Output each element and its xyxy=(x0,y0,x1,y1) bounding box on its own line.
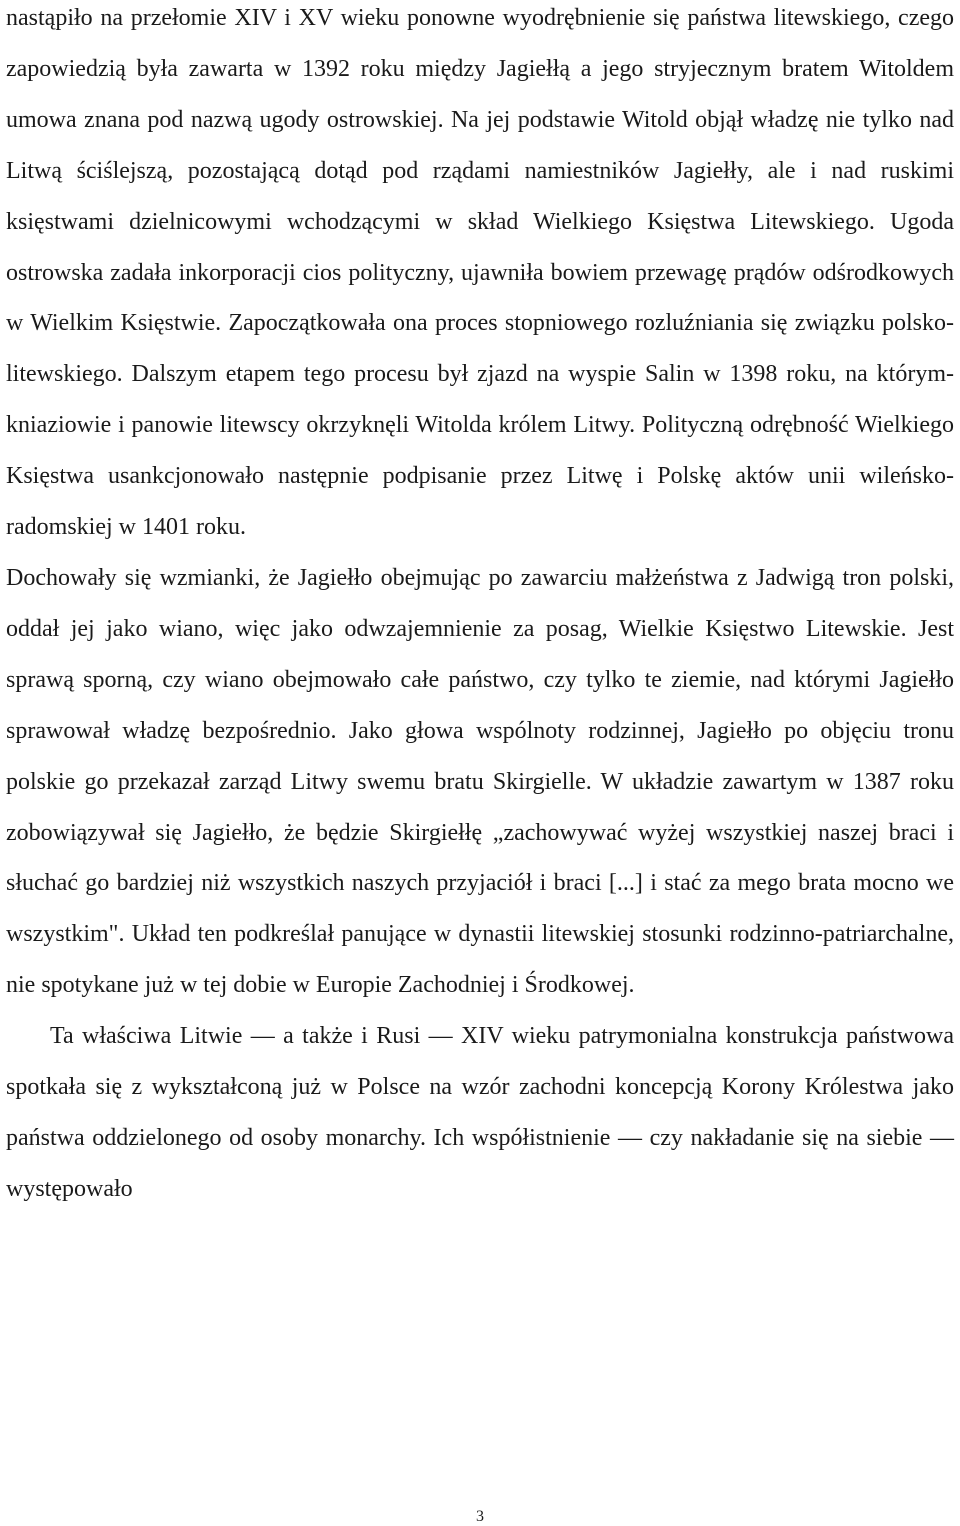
page-number: 3 xyxy=(476,1508,484,1525)
document-page xyxy=(6,0,954,1215)
paragraph-ostrowska: nastąpiło na przełomie XIV i XV wieku ponowne wyodrębnienie się państwa litewskiego, czego zapowiedzią była zawarta w 1392 roku między Jagiełłą a jego stryjecznym bratem Witoldem umowa znana pod nazwą ugody ostrowskiej. Na jej podstawie Witold objął władzę nie tylko nad Litwą ściślejszą, pozostającą dotąd pod rządami namiestników Jagiełły, ale i nad ruskimi księstwami dzielnicowymi wchodzącymi w skład Wielkiego Księstwa Litewskiego. Ugoda ostrowska zadała inkorporacji cios polityczny, ujawniła bowiem przewagę prądów odśrodkowych w Wielkim Księstwie. Zapoczątkowała ona proces stopniowego rozluźniania się związku polsko-litewskiego. Dalszym etapem tego procesu był zjazd na wyspie Salin w 1398 roku, na którym- kniaziowie i panowie litewscy okrzyknęli Witolda królem Litwy. Polityczną odrębność Wielkiego Księstwa usankcjonowało następnie podpisanie przez Litwę i Polskę aktów unii wileńsko-radomskiej w 1401 roku. xyxy=(6,5,954,541)
paragraph-korona: Ta właściwa Litwie — a także i Rusi — XIV wieku patrymonialna konstrukcja państwowa spotkała się z wykształconą już w Polsce na wzór zachodni koncepcją Korony Królestwa jako państwa oddzielonego od osoby monarchy. Ich współistnienie — czy nakładanie się na siebie — występowało xyxy=(6,1023,954,1202)
paragraph-jadwiga: Dochowały się wzmianki, że Jagiełło obejmując po zawarciu małżeństwa z Jadwigą tron polski, oddał jej jako wiano, więc jako odwzajemnienie za posag, Wielkie Księstwo Litewskie. Jest sprawą sporną, czy wiano obejmowało całe państwo, czy tylko te ziemie, nad którymi Jagiełło sprawował władzę bezpośrednio. Jako głowa wspólnoty rodzinnej, Jagiełło po objęciu tronu polskie go przekazał zarząd Litwy swemu bratu Skirgielle. W układzie zawartym w 1387 roku zobowiązywał się Jagiełło, że będzie Skirgiełłę „zachowywać wyżej wszystkiej naszej braci i słuchać go bardziej niż wszystkich naszych przyjaciół i braci [...] i stać za mego brata mocno we wszystkim". Układ ten podkreślał panujące w dynastii litewskiej stosunki rodzinno-patriarchalne, nie spotykane już w tej dobie w Europie Zachodniej i Środkowej. xyxy=(6,564,954,999)
